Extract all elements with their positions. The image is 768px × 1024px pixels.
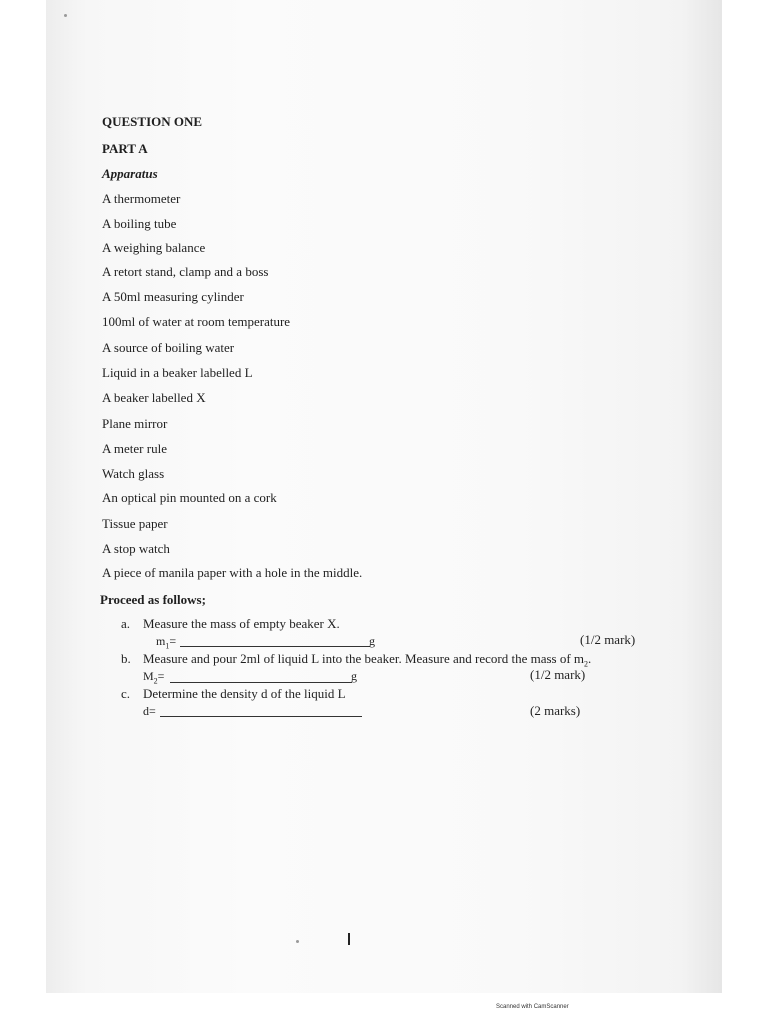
- question-title: QUESTION ONE: [102, 114, 203, 129]
- answer-blank[interactable]: [180, 646, 370, 647]
- apparatus-item: Tissue paper: [102, 516, 168, 531]
- apparatus-item: A source of boiling water: [102, 340, 235, 355]
- apparatus-heading: Apparatus: [102, 166, 158, 181]
- answer-blank[interactable]: [170, 682, 352, 683]
- answer-label: $m_1=$: [156, 634, 177, 651]
- speck-mark: [296, 940, 299, 943]
- step-letter: c.: [121, 686, 131, 701]
- part-title: PART A: [102, 141, 148, 156]
- step-text: Measure and pour 2ml of liquid L into the beaker. Measure and record the mass of $m_2$.: [143, 651, 592, 669]
- step-text: Determine the density d of the liquid L: [143, 686, 346, 701]
- apparatus-item: Liquid in a beaker labelled L: [102, 365, 253, 380]
- answer-blank[interactable]: [160, 716, 362, 717]
- step-letter: a.: [121, 616, 131, 631]
- apparatus-item: A thermometer: [102, 191, 181, 206]
- step-text: Measure the mass of empty beaker X.: [143, 616, 340, 631]
- step-letter: b.: [121, 651, 131, 666]
- apparatus-item: A 50ml measuring cylinder: [102, 289, 244, 304]
- scan-credit-footer: Scanned with CamScanner: [496, 1004, 569, 1010]
- procedure-heading: Proceed as follows;: [100, 592, 206, 607]
- answer-label: d=: [143, 704, 156, 718]
- apparatus-item: Plane mirror: [102, 416, 168, 431]
- marks-allocation: (1/2 mark): [580, 632, 636, 647]
- apparatus-item: A meter rule: [102, 441, 167, 456]
- marks-allocation: (2 marks): [530, 703, 581, 718]
- apparatus-item: A piece of manila paper with a hole in the middle.: [102, 565, 363, 580]
- unit-label: g: [369, 634, 375, 648]
- apparatus-item: A stop watch: [102, 541, 170, 556]
- apparatus-item: A retort stand, clamp and a boss: [102, 264, 269, 279]
- marks-allocation: (1/2 mark): [530, 667, 586, 682]
- apparatus-item: A beaker labelled X: [102, 390, 206, 405]
- apparatus-item: 100ml of water at room temperature: [102, 314, 291, 329]
- apparatus-item: An optical pin mounted on a cork: [102, 490, 277, 505]
- apparatus-item: A weighing balance: [102, 240, 206, 255]
- unit-label: g: [351, 669, 357, 683]
- apparatus-item: Watch glass: [102, 466, 165, 481]
- apparatus-item: A boiling tube: [102, 216, 177, 231]
- answer-label: $M_2=$: [143, 669, 165, 686]
- speck-mark: [64, 14, 67, 17]
- page-number: [348, 933, 350, 945]
